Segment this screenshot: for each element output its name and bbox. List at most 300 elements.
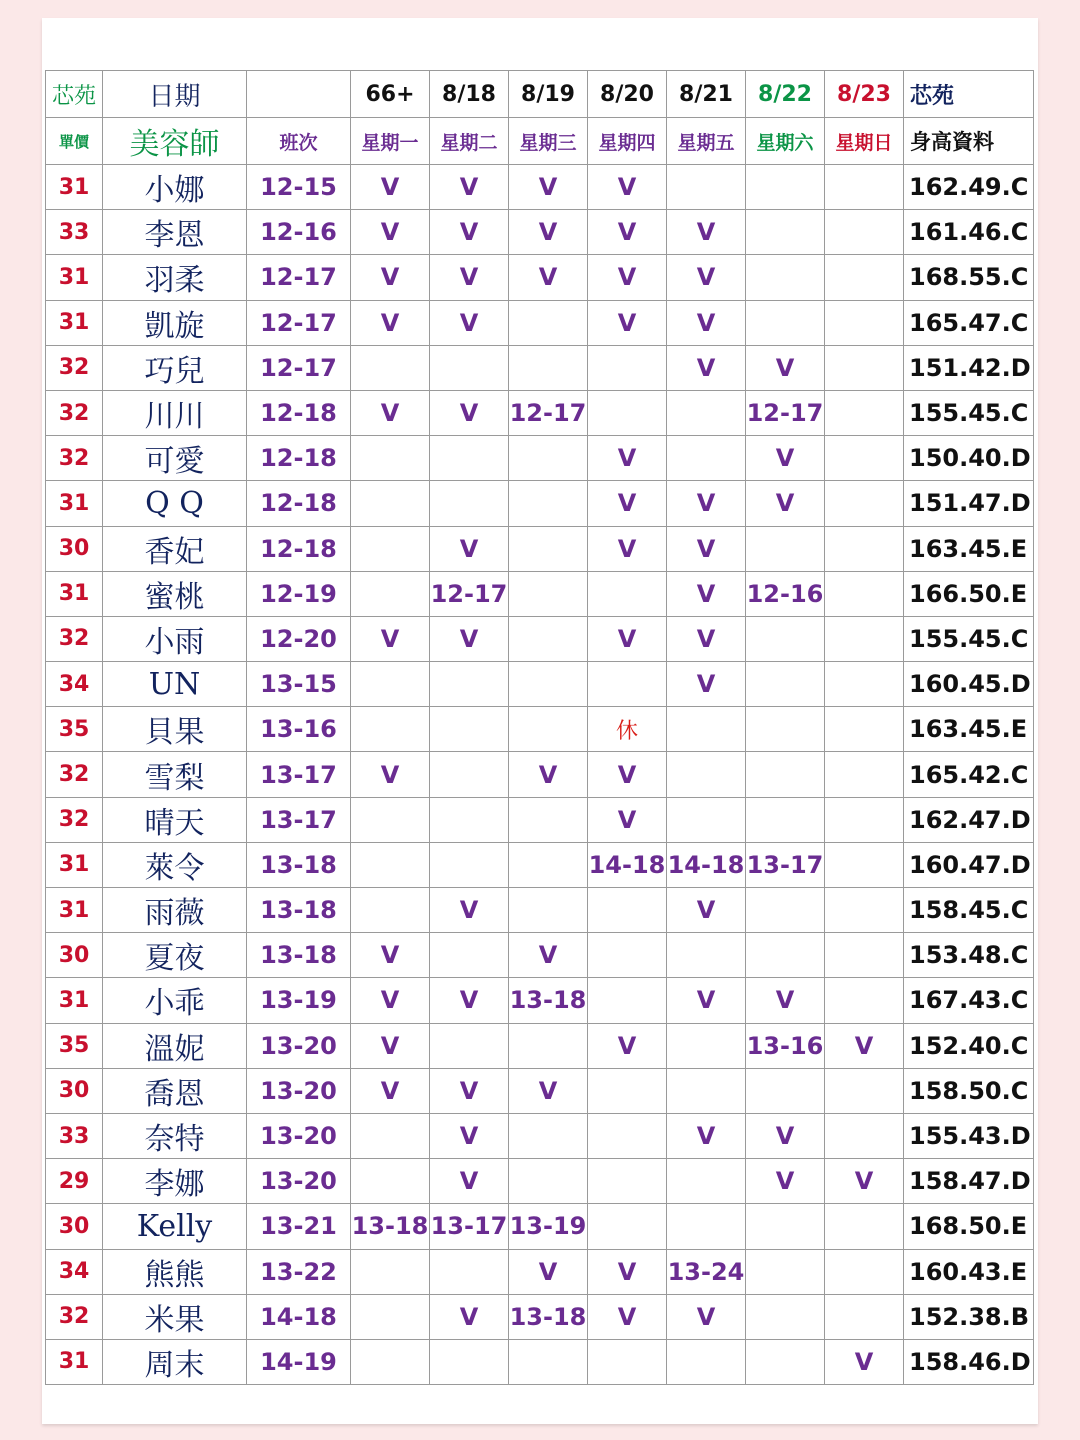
day-cell: V <box>509 752 588 797</box>
height-cell: 161.46.C <box>904 210 1034 255</box>
day-cell <box>746 255 825 300</box>
date-label: 日期 <box>103 71 247 118</box>
day-cell <box>509 616 588 661</box>
day-cell <box>667 933 746 978</box>
day-cell: V <box>667 1113 746 1158</box>
day-cell <box>509 1339 588 1384</box>
header-row-weekdays <box>46 118 1034 165</box>
price-cell: 32 <box>46 390 103 435</box>
height-cell: 165.47.C <box>904 300 1034 345</box>
height-cell: 163.45.E <box>904 526 1034 571</box>
day-cell <box>509 1023 588 1068</box>
shift-cell: 13-20 <box>247 1023 351 1068</box>
table-row <box>46 571 1034 616</box>
day-cell: 12-17 <box>430 571 509 616</box>
table-row <box>46 390 1034 435</box>
day-cell: V <box>430 1068 509 1113</box>
day-cell <box>746 300 825 345</box>
stylist-name-cell: 李恩 <box>103 210 247 255</box>
height-cell: 167.43.C <box>904 978 1034 1023</box>
table-row <box>46 526 1034 571</box>
day-cell <box>588 978 667 1023</box>
day-cell <box>351 842 430 887</box>
day-cell: V <box>667 345 746 390</box>
day-cell: V <box>667 978 746 1023</box>
day-cell <box>588 1068 667 1113</box>
day-cell <box>825 571 904 616</box>
price-cell: 31 <box>46 300 103 345</box>
day-cell <box>825 797 904 842</box>
table-row <box>46 1249 1034 1294</box>
shift-cell: 13-15 <box>247 662 351 707</box>
day-cell <box>667 707 746 752</box>
day-cell: V <box>588 1023 667 1068</box>
table-row <box>46 255 1034 300</box>
stylist-name-cell: 米果 <box>103 1294 247 1339</box>
day-cell <box>825 842 904 887</box>
day-cell: 14-18 <box>588 842 667 887</box>
day-cell <box>825 436 904 481</box>
day-cell: V <box>351 165 430 210</box>
date-col-1: 66+ <box>351 71 430 118</box>
table-row <box>46 1339 1034 1384</box>
day-cell: 13-24 <box>667 1249 746 1294</box>
date-col-2: 8/18 <box>430 71 509 118</box>
day-cell: V <box>430 1113 509 1158</box>
day-cell <box>588 888 667 933</box>
header-row-dates <box>46 71 1034 118</box>
day-cell: V <box>588 436 667 481</box>
shift-cell: 12-18 <box>247 481 351 526</box>
day-cell: V <box>588 165 667 210</box>
height-header: 身高資料 <box>904 118 1034 165</box>
day-cell <box>509 571 588 616</box>
stylist-name-cell: UN <box>103 662 247 707</box>
day-cell: 13-19 <box>509 1204 588 1249</box>
day-cell: V <box>430 165 509 210</box>
day-cell: V <box>509 1068 588 1113</box>
table-row <box>46 933 1034 978</box>
height-cell: 162.49.C <box>904 165 1034 210</box>
stylist-name-cell: 羽柔 <box>103 255 247 300</box>
day-cell <box>588 1113 667 1158</box>
day-cell: V <box>430 616 509 661</box>
shift-cell: 13-16 <box>247 707 351 752</box>
day-cell <box>509 1159 588 1204</box>
day-cell: V <box>430 888 509 933</box>
day-cell: V <box>351 390 430 435</box>
day-cell: V <box>509 933 588 978</box>
stylist-name-cell: 凱旋 <box>103 300 247 345</box>
shift-cell: 12-19 <box>247 571 351 616</box>
day-cell: V <box>746 436 825 481</box>
day-cell: V <box>509 165 588 210</box>
day-cell: V <box>588 1294 667 1339</box>
day-cell: V <box>588 526 667 571</box>
day-cell: V <box>351 255 430 300</box>
day-cell: V <box>351 616 430 661</box>
day-cell: V <box>430 390 509 435</box>
shift-cell: 13-18 <box>247 933 351 978</box>
price-cell: 32 <box>46 797 103 842</box>
day-cell <box>430 752 509 797</box>
day-cell: V <box>509 210 588 255</box>
height-cell: 151.42.D <box>904 345 1034 390</box>
day-cell: V <box>430 1294 509 1339</box>
day-cell <box>351 1339 430 1384</box>
day-cell <box>430 436 509 481</box>
price-cell: 34 <box>46 662 103 707</box>
day-cell <box>430 933 509 978</box>
day-cell <box>430 1339 509 1384</box>
day-cell <box>351 1159 430 1204</box>
day-cell <box>588 1339 667 1384</box>
day-cell <box>667 1339 746 1384</box>
stylist-name-cell: 可愛 <box>103 436 247 481</box>
day-cell <box>588 571 667 616</box>
price-cell: 31 <box>46 842 103 887</box>
day-cell: 13-17 <box>746 842 825 887</box>
day-cell: V <box>667 300 746 345</box>
price-cell: 32 <box>46 752 103 797</box>
day-cell: V <box>430 255 509 300</box>
stylist-name-cell: 雪梨 <box>103 752 247 797</box>
date-col-5: 8/21 <box>667 71 746 118</box>
table-row <box>46 662 1034 707</box>
day-cell: V <box>351 1023 430 1068</box>
shift-cell: 14-18 <box>247 1294 351 1339</box>
day-cell: V <box>351 752 430 797</box>
table-row <box>46 616 1034 661</box>
height-cell: 151.47.D <box>904 481 1034 526</box>
day-cell: V <box>746 481 825 526</box>
stylist-name-cell: Q Q <box>103 481 247 526</box>
table-row <box>46 345 1034 390</box>
stylist-name-cell: 夏夜 <box>103 933 247 978</box>
weekday-header-thu: 星期四 <box>588 118 667 165</box>
day-cell: V <box>588 300 667 345</box>
brand-label-right: 芯苑 <box>904 71 1034 118</box>
height-cell: 163.45.E <box>904 707 1034 752</box>
day-cell: V <box>667 210 746 255</box>
shift-cell: 13-19 <box>247 978 351 1023</box>
price-cell: 29 <box>46 1159 103 1204</box>
stylist-name-cell: 香妃 <box>103 526 247 571</box>
day-cell: 12-16 <box>746 571 825 616</box>
day-cell <box>746 526 825 571</box>
day-cell <box>825 978 904 1023</box>
shift-cell: 12-18 <box>247 526 351 571</box>
shift-cell: 14-19 <box>247 1339 351 1384</box>
day-cell: 13-18 <box>509 978 588 1023</box>
day-cell <box>825 165 904 210</box>
date-col-3: 8/19 <box>509 71 588 118</box>
shift-cell: 13-18 <box>247 888 351 933</box>
day-cell <box>588 933 667 978</box>
shift-cell: 12-17 <box>247 255 351 300</box>
stylist-name-cell: 奈特 <box>103 1113 247 1158</box>
day-cell <box>667 436 746 481</box>
day-cell <box>351 797 430 842</box>
day-cell <box>667 1204 746 1249</box>
day-cell <box>825 662 904 707</box>
stylist-name-cell: 溫妮 <box>103 1023 247 1068</box>
stylist-name-cell: 喬恩 <box>103 1068 247 1113</box>
day-cell: V <box>667 481 746 526</box>
price-cell: 31 <box>46 978 103 1023</box>
day-cell: V <box>509 1249 588 1294</box>
price-cell: 32 <box>46 616 103 661</box>
day-cell <box>588 1159 667 1204</box>
day-cell: V <box>588 1249 667 1294</box>
day-cell <box>667 390 746 435</box>
height-cell: 162.47.D <box>904 797 1034 842</box>
weekday-header-mon: 星期一 <box>351 118 430 165</box>
weekday-header-wed: 星期三 <box>509 118 588 165</box>
price-cell: 30 <box>46 933 103 978</box>
table-row <box>46 210 1034 255</box>
height-cell: 166.50.E <box>904 571 1034 616</box>
height-cell: 158.47.D <box>904 1159 1034 1204</box>
height-cell: 152.38.B <box>904 1294 1034 1339</box>
day-cell: 12-17 <box>509 390 588 435</box>
day-cell: V <box>351 933 430 978</box>
shift-cell: 13-22 <box>247 1249 351 1294</box>
table-row <box>46 300 1034 345</box>
day-cell: V <box>588 752 667 797</box>
stylist-name-cell: 萊令 <box>103 842 247 887</box>
day-cell <box>509 526 588 571</box>
price-cell: 30 <box>46 1204 103 1249</box>
day-cell: V <box>667 662 746 707</box>
day-cell: V <box>430 300 509 345</box>
stylist-name-cell: 小雨 <box>103 616 247 661</box>
day-cell: V <box>667 571 746 616</box>
schedule-table <box>45 70 1034 1385</box>
day-cell: V <box>351 300 430 345</box>
day-cell <box>430 707 509 752</box>
shift-cell: 13-20 <box>247 1159 351 1204</box>
price-cell: 32 <box>46 436 103 481</box>
stylist-name-cell: 雨薇 <box>103 888 247 933</box>
day-cell <box>825 888 904 933</box>
price-cell: 31 <box>46 255 103 300</box>
price-cell: 30 <box>46 1068 103 1113</box>
day-cell <box>746 707 825 752</box>
stylist-name-cell: 蜜桃 <box>103 571 247 616</box>
day-cell <box>825 933 904 978</box>
shift-cell: 13-20 <box>247 1113 351 1158</box>
day-cell: 13-18 <box>351 1204 430 1249</box>
stylist-name-cell: 熊熊 <box>103 1249 247 1294</box>
table-row <box>46 1159 1034 1204</box>
day-cell <box>351 481 430 526</box>
day-cell <box>588 1204 667 1249</box>
day-cell <box>667 797 746 842</box>
day-cell <box>825 390 904 435</box>
height-cell: 168.50.E <box>904 1204 1034 1249</box>
price-cell: 32 <box>46 1294 103 1339</box>
height-cell: 160.45.D <box>904 662 1034 707</box>
day-cell <box>667 165 746 210</box>
stylist-name-cell: 川川 <box>103 390 247 435</box>
day-cell <box>746 1204 825 1249</box>
height-cell: 165.42.C <box>904 752 1034 797</box>
day-cell <box>825 481 904 526</box>
table-row <box>46 481 1034 526</box>
day-cell: V <box>351 210 430 255</box>
day-cell: V <box>430 526 509 571</box>
day-cell <box>746 1339 825 1384</box>
height-cell: 155.45.C <box>904 616 1034 661</box>
day-cell <box>746 797 825 842</box>
price-cell: 31 <box>46 1339 103 1384</box>
day-cell: V <box>667 616 746 661</box>
shift-cell: 12-16 <box>247 210 351 255</box>
table-row <box>46 436 1034 481</box>
weekday-header-sun: 星期日 <box>825 118 904 165</box>
shift-cell: 13-20 <box>247 1068 351 1113</box>
day-cell <box>746 933 825 978</box>
day-cell <box>588 390 667 435</box>
day-cell <box>825 1249 904 1294</box>
price-cell: 30 <box>46 526 103 571</box>
day-cell: V <box>825 1339 904 1384</box>
day-cell <box>825 300 904 345</box>
schedule-sheet <box>42 18 1038 1424</box>
day-cell: V <box>825 1023 904 1068</box>
stylist-name-cell: 小娜 <box>103 165 247 210</box>
day-cell <box>746 165 825 210</box>
table-row <box>46 1023 1034 1068</box>
price-cell: 31 <box>46 571 103 616</box>
shift-cell: 12-15 <box>247 165 351 210</box>
date-col-4: 8/20 <box>588 71 667 118</box>
day-cell <box>825 616 904 661</box>
shift-cell: 12-18 <box>247 390 351 435</box>
day-cell <box>430 797 509 842</box>
day-cell: V <box>746 1159 825 1204</box>
day-cell <box>746 210 825 255</box>
day-cell <box>509 662 588 707</box>
day-cell <box>509 888 588 933</box>
height-cell: 160.47.D <box>904 842 1034 887</box>
day-cell <box>509 345 588 390</box>
day-cell <box>667 752 746 797</box>
day-cell <box>430 1023 509 1068</box>
day-cell <box>351 1113 430 1158</box>
day-cell <box>430 481 509 526</box>
stylist-name-cell: 貝果 <box>103 707 247 752</box>
price-cell: 35 <box>46 1023 103 1068</box>
table-row <box>46 842 1034 887</box>
stylist-name-cell: 小乖 <box>103 978 247 1023</box>
day-cell <box>825 1113 904 1158</box>
table-row <box>46 1204 1034 1249</box>
shift-header: 班次 <box>247 118 351 165</box>
brand-label-left: 芯苑 <box>46 71 103 118</box>
stylist-name-cell: 巧兒 <box>103 345 247 390</box>
day-cell <box>588 345 667 390</box>
height-cell: 158.45.C <box>904 888 1034 933</box>
stylist-name-cell: 晴天 <box>103 797 247 842</box>
day-cell: V <box>588 616 667 661</box>
day-cell <box>509 300 588 345</box>
day-cell: 休 <box>588 707 667 752</box>
day-cell <box>351 526 430 571</box>
day-cell: V <box>430 1159 509 1204</box>
price-cell: 33 <box>46 1113 103 1158</box>
price-cell: 33 <box>46 210 103 255</box>
height-cell: 153.48.C <box>904 933 1034 978</box>
table-row <box>46 978 1034 1023</box>
height-cell: 160.43.E <box>904 1249 1034 1294</box>
height-cell: 155.43.D <box>904 1113 1034 1158</box>
shift-cell: 12-20 <box>247 616 351 661</box>
day-cell <box>667 1159 746 1204</box>
height-cell: 155.45.C <box>904 390 1034 435</box>
table-row <box>46 1068 1034 1113</box>
day-cell: 13-18 <box>509 1294 588 1339</box>
day-cell <box>825 707 904 752</box>
table-row <box>46 707 1034 752</box>
day-cell: 14-18 <box>667 842 746 887</box>
day-cell <box>588 662 667 707</box>
day-cell: V <box>746 1113 825 1158</box>
day-cell: V <box>825 1159 904 1204</box>
day-cell <box>509 707 588 752</box>
day-cell <box>746 662 825 707</box>
day-cell: V <box>588 481 667 526</box>
price-cell: 34 <box>46 1249 103 1294</box>
weekday-header-tue: 星期二 <box>430 118 509 165</box>
day-cell <box>746 888 825 933</box>
day-cell <box>825 1294 904 1339</box>
date-col-7: 8/23 <box>825 71 904 118</box>
table-row <box>46 1113 1034 1158</box>
day-cell <box>825 1068 904 1113</box>
shift-cell: 12-17 <box>247 345 351 390</box>
day-cell <box>509 842 588 887</box>
day-cell <box>667 1068 746 1113</box>
day-cell: V <box>351 978 430 1023</box>
price-header: 單價 <box>46 118 103 165</box>
table-row <box>46 165 1034 210</box>
day-cell <box>351 436 430 481</box>
stylist-name-cell: Kelly <box>103 1204 247 1249</box>
height-cell: 168.55.C <box>904 255 1034 300</box>
stylist-name-cell: 李娜 <box>103 1159 247 1204</box>
weekday-header-fri: 星期五 <box>667 118 746 165</box>
height-cell: 150.40.D <box>904 436 1034 481</box>
day-cell <box>825 210 904 255</box>
day-cell <box>430 842 509 887</box>
day-cell <box>667 1023 746 1068</box>
day-cell: V <box>667 888 746 933</box>
table-row <box>46 1294 1034 1339</box>
shift-cell: 12-17 <box>247 300 351 345</box>
day-cell: V <box>667 526 746 571</box>
weekday-header-sat: 星期六 <box>746 118 825 165</box>
day-cell <box>351 888 430 933</box>
shift-cell: 12-18 <box>247 436 351 481</box>
day-cell: V <box>746 345 825 390</box>
date-col-6: 8/22 <box>746 71 825 118</box>
price-cell: 35 <box>46 707 103 752</box>
height-cell: 158.50.C <box>904 1068 1034 1113</box>
day-cell: 13-17 <box>430 1204 509 1249</box>
price-cell: 31 <box>46 481 103 526</box>
